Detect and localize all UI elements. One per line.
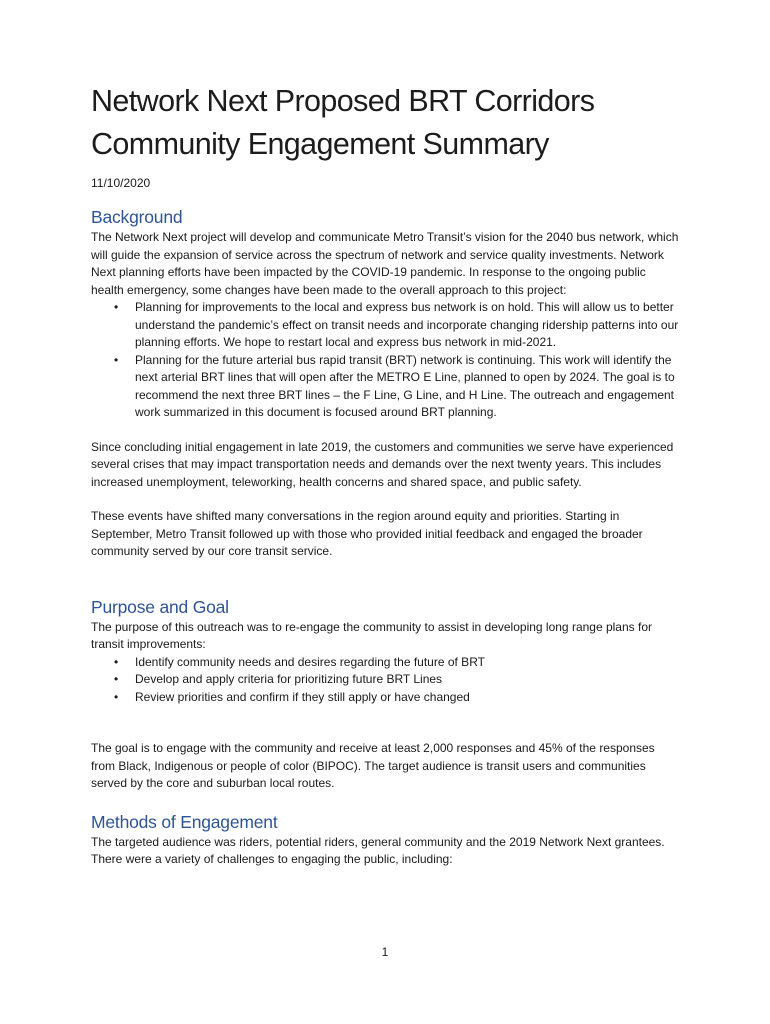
list-item — [114, 671, 681, 689]
purpose-goal: The goal is to engage with the community and receive at least 2,000 responses and 45% of the responses from Black, Indigenous or people of color (BIPOC). The target audience is transit users and communities served by the core and suburban local routes. — [91, 741, 655, 790]
list-item — [114, 352, 681, 422]
list-item — [114, 689, 681, 707]
background-intro: The Network Next project will develop and communicate Metro Transit’s vision for the 2040 bus network, which will guide the expansion of service across the spectrum of network and service quality investments. Network Next planning efforts have been impacted by the COVID-19 pandemic. In response to the ongoing public health emergency, some changes have been made to the overall approach to this project: — [91, 230, 679, 297]
bullet-icon: • — [114, 689, 119, 704]
bullet-icon: • — [114, 352, 119, 367]
document-body — [91, 80, 681, 869]
background-paragraph-3: These events have shifted many conversations in the region around equity and priorities. Starting in September, Metro Transit followed up with those who provided initial feedback and engaged the broader community served by our core transit service. — [91, 509, 643, 558]
background-bullet-list — [91, 299, 681, 422]
document-title-line-2: Community Engagement Summary — [91, 127, 549, 161]
bullet-text: Identify community needs and desires regarding the future of BRT — [135, 654, 485, 669]
bullet-text: Review priorities and confirm if they still apply or have changed — [135, 689, 470, 704]
bullet-icon: • — [114, 654, 119, 669]
background-paragraph-2: Since concluding initial engagement in late 2019, the customers and communities we serve have experienced several crises that may impact transportation needs and demands over the next twenty years. This includes increased unemployment, teleworking, health concerns and shared space, and public safety. — [91, 439, 674, 489]
bullet-text: Develop and apply criteria for prioritizing future BRT Lines — [135, 672, 443, 686]
purpose-intro: The purpose of this outreach was to re-engage the community to assist in developing long range plans for transit improvements: — [91, 619, 652, 651]
list-item — [114, 654, 681, 672]
methods-intro: The targeted audience was riders, potential riders, general community and the 2019 Network Next grantees. There were a variety of challenges to engaging the public, including: — [91, 834, 665, 866]
methods-heading: Methods of Engagement — [91, 811, 278, 832]
bullet-text: Planning for the future arterial bus rapid transit (BRT) network is continuing. This work will identify the next arterial BRT lines that will open after the METRO E Line, planned to open by 2024. The goal is to recommend the next three BRT lines – the F Line, G Line, and H Line. The outreach and engagement work summarized in this document is focused around BRT planning. — [135, 352, 675, 419]
document-title-line-1: Network Next Proposed BRT Corridors — [91, 84, 595, 118]
page-number: 1 — [381, 945, 389, 959]
bullet-icon: • — [114, 672, 119, 686]
purpose-bullet-list — [91, 654, 681, 707]
purpose-heading: Purpose and Goal — [91, 596, 229, 617]
list-item — [114, 299, 681, 352]
document-date: 11/10/2020 — [91, 176, 151, 190]
background-heading: Background — [91, 207, 183, 227]
bullet-icon: • — [114, 300, 119, 314]
document-title — [91, 80, 681, 166]
bullet-text: Planning for improvements to the local and express bus network is on hold. This will allow us to better understand the pandemic’s effect on transit needs and incorporate changing ridership patterns into our planning efforts. We hope to restart local and express bus network in mid-2021. — [135, 300, 679, 349]
